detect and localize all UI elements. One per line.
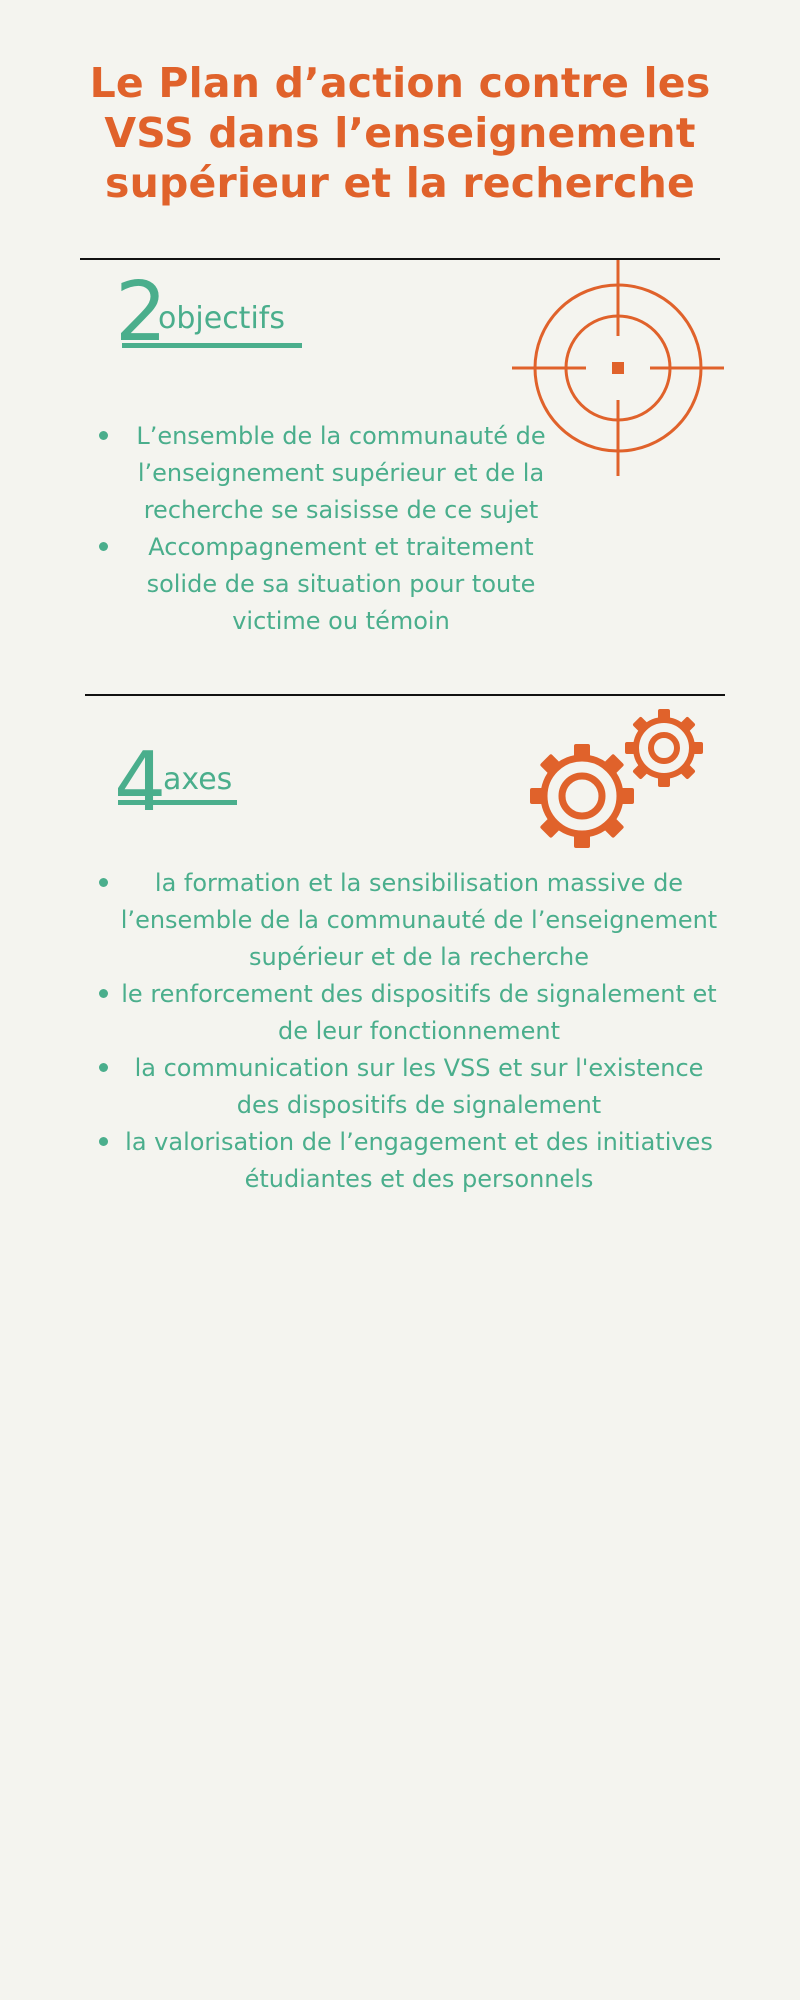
objectives-heading: objectifs	[158, 301, 285, 336]
axes-list	[108, 865, 720, 1198]
objectives-underline	[122, 343, 302, 348]
axes-count: 4	[114, 735, 167, 830]
list-item: le renforcement des dispositifs de signalement et de leur fonctionnement	[108, 976, 720, 1050]
title-line-1: Le Plan d’action contre les	[89, 59, 711, 107]
list-item: la communication sur les VSS et sur l'existence des dispositifs de signalement	[108, 1050, 720, 1124]
title-line-2: VSS dans l’enseignement	[104, 109, 696, 157]
axes-underline	[118, 800, 237, 805]
axes-heading: axes	[163, 762, 233, 797]
list-item: la valorisation de l’engagement et des initiatives étudiantes et des personnels	[108, 1124, 720, 1198]
gears-icon	[524, 708, 718, 856]
page-title	[0, 58, 800, 208]
list-item: Accompagnement et traitement solide de sa situation pour toute victime ou témoin	[108, 529, 564, 640]
title-line-3: supérieur et la recherche	[104, 159, 696, 207]
objectives-count: 2	[115, 265, 168, 360]
list-item: L’ensemble de la communauté de l’enseignement supérieur et de la recherche se saisisse de ce sujet	[108, 418, 564, 529]
list-item: la formation et la sensibilisation massive de l’ensemble de la communauté de l’enseignement supérieur et de la recherche	[108, 865, 720, 976]
section-divider-middle	[85, 694, 725, 696]
objectives-list	[108, 418, 564, 640]
